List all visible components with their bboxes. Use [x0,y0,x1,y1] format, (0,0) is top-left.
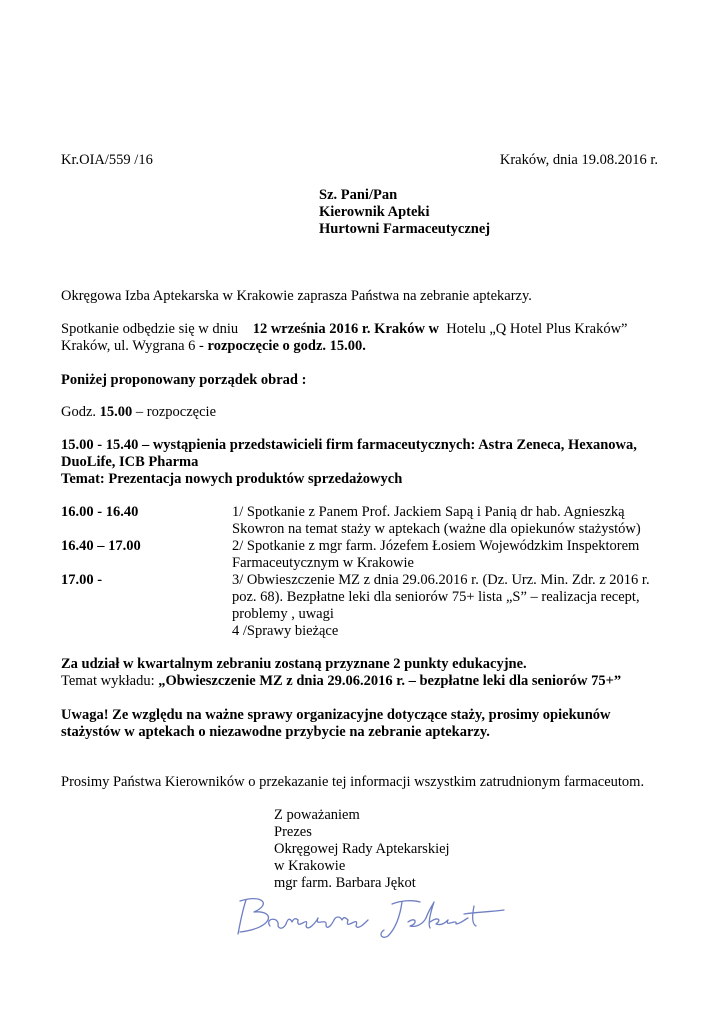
start-time: 15.00 [99,404,133,420]
schedule-item-1-line-1: 1/ Spotkanie z Panem Prof. Jackiem Sapą i Panią dr hab. Agnieszką [232,504,625,520]
session1-line-2: DuoLife, ICB Pharma [61,454,199,470]
recipient-line-3: Hurtowni Farmaceutycznej [319,221,491,237]
lecture-prefix: Temat wykładu: [61,673,155,689]
warning-line-2: stażystów w aptekach o niezawodne przybycie na zebranie aptekarzy. [61,724,490,740]
meeting-line-2 [61,338,366,355]
schedule-time-2: 16.40 – 17.00 [61,538,141,554]
agenda-title: Poniżej proponowany porządek obrad : [61,372,307,388]
schedule-item-3-line-3: problemy , uwagi [232,606,334,622]
meeting-line-1 [61,321,628,338]
warning-line-1: Uwaga! Ze względu na ważne sprawy organizacyjne dotyczące staży, prosimy opiekunów [61,707,611,723]
session1-line-3: Temat: Prezentacja nowych produktów sprzedażowych [61,471,403,487]
meeting-text-1: Spotkanie odbędzie się w dniu [61,321,239,337]
reference-number: Kr.OIA/559 /16 [61,152,153,168]
closing-line-4: w Krakowie [274,858,346,874]
schedule-item-3-line-2: poz. 68). Bezpłatne leki dla seniorów 75+ lista „S” – realizacja recept, [232,589,640,605]
closing-line-2: Prezes [274,824,312,840]
recipient-line-2: Kierownik Apteki [319,204,430,220]
start-rest: – rozpoczęcie [135,404,217,420]
handwritten-signature [232,892,512,942]
recipient-line-1: Sz. Pani/Pan [319,187,398,203]
schedule-item-4: 4 /Sprawy bieżące [232,623,339,639]
closing-line-1: Z poważaniem [274,807,360,823]
date-line: Kraków, dnia 19.08.2016 r. [499,152,658,168]
schedule-item-3-line-1: 3/ Obwieszczenie MZ z dnia 29.06.2016 r. (Dz. Urz. Min. Zdr. z 2016 r. [232,572,650,588]
closing-line-5: mgr farm. Barbara Jękot [274,875,416,891]
closing-line-3: Okręgowej Rady Aptekarskiej [274,841,450,857]
start-line [61,404,216,421]
points-info: Za udział w kwartalnym zebraniu zostaną przyznane 2 punkty edukacyjne. [61,656,527,672]
schedule-time-1: 16.00 - 16.40 [61,504,139,520]
intro-text: Okręgowa Izba Aptekarska w Krakowie zaprasza Państwa na zebranie aptekarzy. [61,288,532,304]
meeting-start-time: rozpoczęcie o godz. 15.00. [207,338,366,354]
session1-line-1: 15.00 - 15.40 – wystąpienia przedstawicieli firm farmaceutycznych: Astra Zeneca, Hexanowa, [61,437,637,453]
lecture-line [61,673,621,690]
schedule-item-2-line-2: Farmaceutycznym w Krakowie [232,555,414,571]
schedule-item-1-line-2: Skowron na temat staży w aptekach (ważne dla opiekunów stażystów) [232,521,641,537]
meeting-date-place: 12 września 2016 r. Kraków w [252,321,440,337]
start-prefix: Godz. [61,404,97,420]
schedule-item-2-line-1: 2/ Spotkanie z mgr farm. Józefem Łosiem Wojewódzkim Inspektorem [232,538,640,554]
meeting-address: Kraków, ul. Wygrana 6 - [61,338,204,354]
lecture-title: „Obwieszczenie MZ z dnia 29.06.2016 r. – bezpłatne leki dla seniorów 75+” [158,673,622,689]
meeting-hotel: Hotelu „Q Hotel Plus Kraków” [446,321,628,337]
request-text: Prosimy Państwa Kierowników o przekazanie tej informacji wszystkim zatrudnionym farmaceutom. [61,774,645,790]
schedule-time-3: 17.00 - [61,572,103,588]
